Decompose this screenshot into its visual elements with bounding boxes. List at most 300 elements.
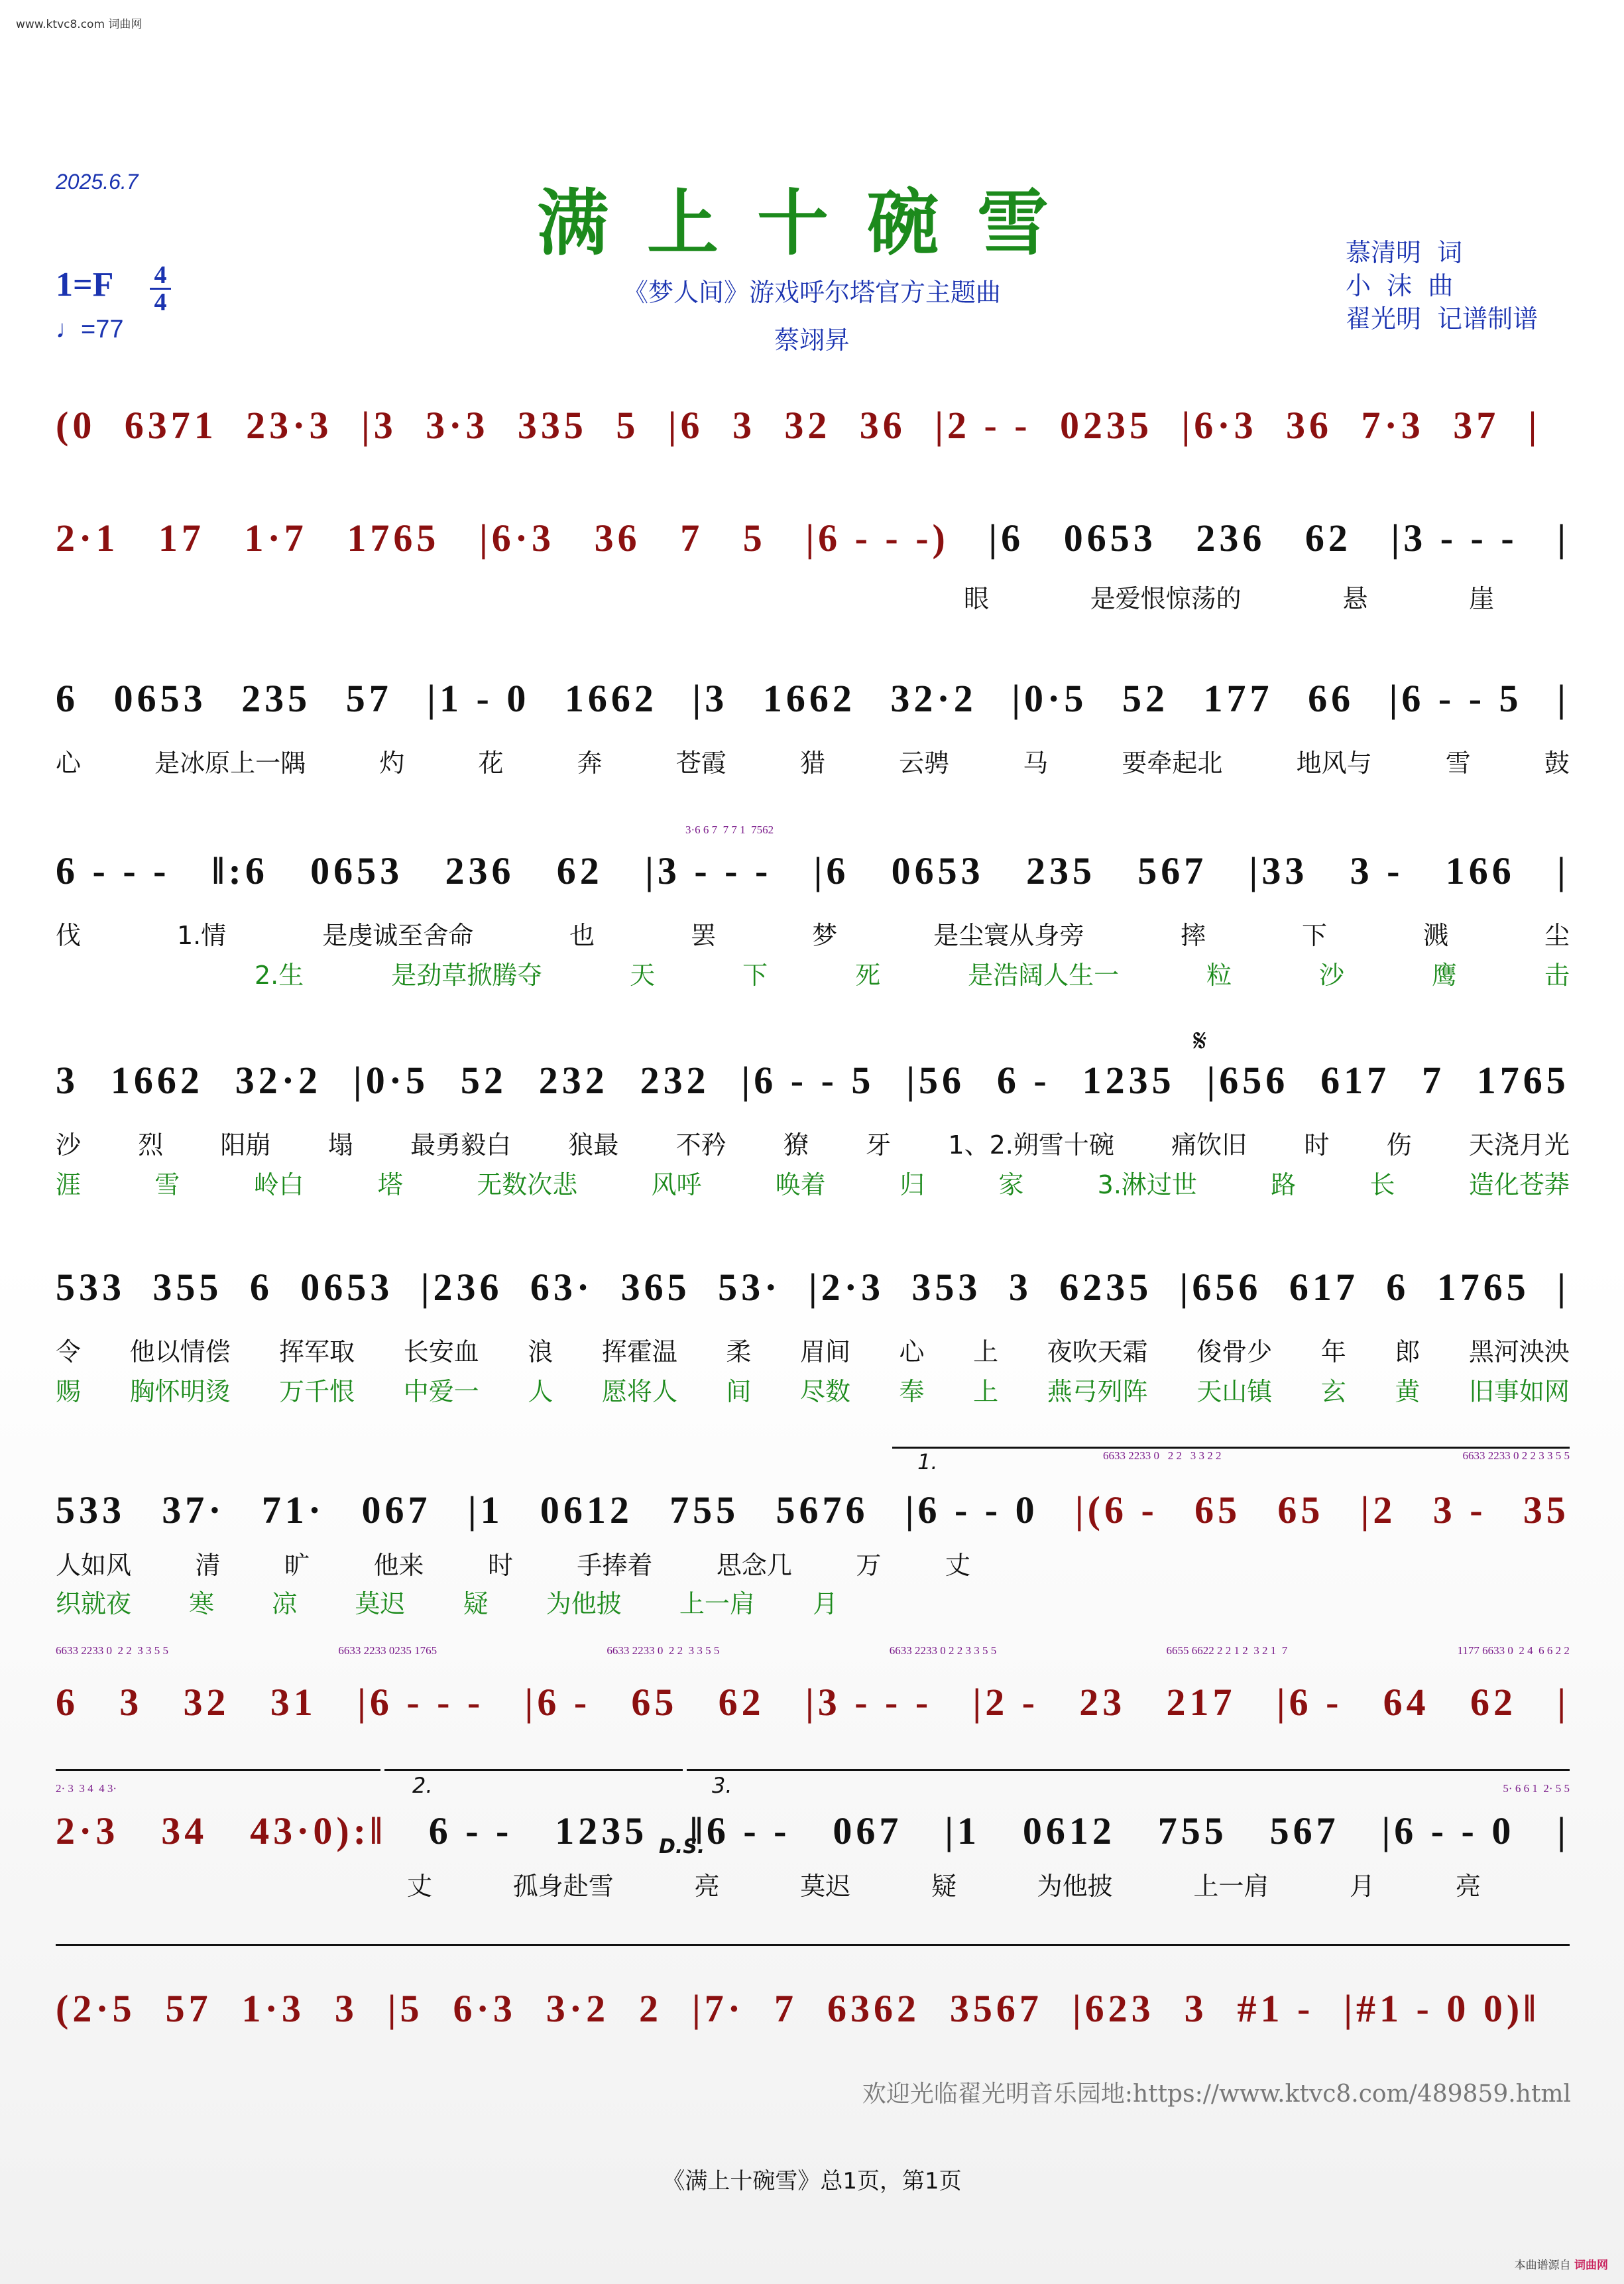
segno-icon: 𝄋 [1193,1022,1207,1059]
note-group: 1·3 [241,1986,305,2030]
lyric: 手捧着 [577,1551,653,1580]
note-group: 32·2 [890,676,977,720]
date: 2025.6.7 [56,170,139,194]
note-group: 6 - - [428,1809,513,1852]
lyric: 雪 [1445,749,1471,778]
note-group: 3567 [949,1986,1043,2030]
lyric: 苍霞 [675,749,726,778]
lyric: 胸怀明烫 [129,1377,231,1406]
lyric: 燕弓列阵 [1047,1377,1148,1406]
note-group: |656 [1206,1058,1289,1102]
lyric: 梦 [812,921,838,950]
note-group: 1765 [1476,1058,1570,1102]
lyric: 崖 [1468,584,1494,613]
lyrics-verse-2 [255,955,1570,991]
lyric: 塌 [327,1130,353,1160]
key-signature: 1=F [56,266,114,304]
note-group: 57 [345,676,392,720]
lyric: 上一肩 [1193,1872,1269,1901]
note-group: | [1557,1680,1570,1724]
lyric: 要牵起北 [1122,749,1223,778]
note-group: |5 [387,1986,424,2030]
lyric: 俊骨少 [1196,1337,1273,1366]
note-group: 533 [56,1488,125,1532]
note-group: 1235 [1082,1058,1175,1102]
lyrics-verse-1 [407,1866,1481,1902]
ornament-row [1103,1449,1570,1464]
note-group: |6·3 [479,516,555,560]
note-group: 3 [334,1986,358,2030]
volta-label: 1. [917,1449,938,1474]
note-group: |6·3 [1181,403,1257,447]
note-group: | [1557,849,1570,892]
note-group: 6235 [1059,1265,1153,1309]
note-group: |#1 - 0 0)‖ [1344,1986,1540,2030]
lyric: 令 [56,1337,82,1366]
note-group: 1662 [110,1058,203,1102]
credits: 慕清明 词 小 沫 曲 翟光明 记谱制谱 [1346,238,1538,333]
note-group: 1·7 [244,516,308,560]
lyric: 奉 [899,1377,925,1406]
source-stamp [1515,2255,1608,2272]
lyrics-verse-1 [964,578,1494,615]
ornament: 6633 2233 0235 1765 [338,1644,437,1657]
lyric: 织就夜 [56,1589,132,1618]
note-group: 6·3 [453,1986,516,2030]
lyric: 阳崩 [220,1130,271,1160]
lyric: 长 [1369,1170,1395,1199]
note-group: 62 [718,1680,765,1724]
lyrics-verse-2 [56,1164,1570,1201]
ornament: 6655 6622 2 2 1 2 3 2 1 7 [1166,1644,1288,1657]
lyric: 1.情 [176,921,227,950]
note-group: 567 [1137,849,1208,892]
note-group: 53· [718,1265,782,1309]
lyric: 尽数 [799,1377,850,1406]
section-divider [56,1944,1570,1946]
lyric: 上 [973,1337,999,1366]
note-group: 1765 [1436,1265,1530,1309]
lyric: 击 [1544,961,1570,990]
lyric: 上一肩 [679,1589,755,1618]
notes-row [56,1801,1570,1860]
lyric: 伤 [1386,1130,1412,1160]
lyric: 天山镇 [1196,1377,1273,1406]
lyric: 挥霍温 [601,1337,677,1366]
lyric: 丈 [945,1551,970,1580]
lyric: 花 [478,749,504,778]
subtitle: 《梦人间》游戏呼尔塔官方主题曲 [622,278,1001,307]
note-group: 533 [56,1265,125,1309]
note-group: 067 [833,1809,903,1852]
note-group: |0·5 [353,1058,430,1102]
page-title: 满上十碗雪 [536,182,1087,265]
singer: 蔡翊昇 [774,326,850,355]
lyric: 月 [812,1589,838,1618]
note-group: 66 [1308,676,1355,720]
note-group: 36 [594,516,641,560]
ornament: 3·6 6 7 7 7 1 7562 [685,823,774,836]
note-group: 7 [1421,1058,1445,1102]
note-group: 0653 [310,849,404,892]
lyric: 愿将人 [601,1377,677,1406]
note-group: 3 - [1432,1488,1487,1532]
note-group: ‖6 - - [690,1809,791,1852]
lyric: 路 [1271,1170,1297,1199]
note-group: ‖:6 [211,849,268,892]
lyric: 是尘寰从身旁 [933,921,1085,950]
note-group: 617 [1289,1265,1359,1309]
notes-row [56,1480,1570,1539]
lyric: 涯 [56,1170,82,1199]
lyrics-verse-2 [56,1371,1570,1408]
note-group: 6362 [827,1986,920,2030]
lyric: 寒 [189,1589,215,1618]
lyric: 鼓 [1544,749,1570,778]
note-group: 6 [56,1680,79,1724]
lyric: 家 [998,1170,1024,1199]
volta-label-2: 2. [412,1773,433,1798]
note-group: 5 [742,516,766,560]
lyric: 莫迟 [800,1872,851,1901]
note-group: |6 - - -) [805,516,949,560]
note-group: 5676 [776,1488,869,1532]
note-group: 177 [1203,676,1273,720]
lyric: 疑 [931,1872,957,1901]
note-group: | [1557,676,1570,720]
lyric: 郎 [1395,1337,1421,1366]
note-group: 166 [1445,849,1515,892]
lyric: 柔 [726,1337,752,1366]
note-group: |2·3 [808,1265,884,1309]
lyric: 下 [742,961,768,990]
note-group: | [1557,516,1570,560]
lyric: 沙 [56,1130,82,1160]
note-group: 2·3 [56,1809,119,1852]
note-group: 65 [631,1680,678,1724]
lyric: 他以情偿 [129,1337,231,1366]
lyric: 时 [487,1551,513,1580]
note-group: |7· [691,1986,745,2030]
lyric: 地风与 [1296,749,1372,778]
notes-row [56,1978,1570,2038]
lyric: 牙 [866,1130,892,1160]
notes-row [56,668,1570,728]
note-group: 236 [1196,516,1266,560]
ornament: 6633 2233 0 2 2 3 3 5 5 [889,1644,997,1657]
note-group: 617 [1320,1058,1391,1102]
lyric: 雪 [154,1170,180,1199]
note-group: 3 [56,1058,79,1102]
lyric: 天 [630,961,656,990]
lyric: 烈 [138,1130,164,1160]
lyric: 浪 [528,1337,553,1366]
page-indicator: 《满上十碗雪》总1页，第1页 [662,2168,962,2194]
ornament-row [56,1782,1570,1797]
lyric: 是爱恨惊荡的 [1090,584,1242,613]
lyric: 万 [856,1551,882,1580]
note-group: |236 [420,1265,503,1309]
lyric: 无数次悲 [477,1170,578,1199]
note-group: (0 [56,403,96,447]
ornament-row [56,1644,1570,1659]
note-group: 37 [1453,403,1500,447]
website-link[interactable]: 欢迎光临翟光明音乐园地:https://www.ktvc8.com/489859.html [862,2080,1571,2108]
lyrics-verse-1 [56,1545,970,1581]
note-group: 65 [1194,1488,1242,1532]
ornament: 6633 2233 0 2 2 3 3 2 2 [1103,1449,1222,1462]
time-signature-bottom: 4 [154,288,167,316]
lyric: 心 [899,1337,925,1366]
lyric: 丈 [407,1872,433,1901]
note-group: 0653 [891,849,984,892]
notes-row [56,841,1570,900]
note-group: 1765 [347,516,440,560]
note-group: |3 - - - [645,849,772,892]
note-group: 0653 [300,1265,394,1309]
note-group: 235 [1025,849,1096,892]
note-group: 1662 [564,676,658,720]
lyric: 旧事如网 [1468,1377,1570,1406]
lyric: 挥军取 [279,1337,355,1366]
note-group: 71· [261,1488,325,1532]
note-group: 37· [162,1488,225,1532]
note-group: 3 [732,403,756,447]
lyric: 也 [569,921,595,950]
lyric: 为他披 [546,1589,622,1618]
note-group: 3·3 [426,403,489,447]
note-group: 17 [158,516,205,560]
lyric: 莫迟 [355,1589,406,1618]
note-group: 1662 [762,676,856,720]
note-group: 232 [640,1058,710,1102]
lyric: 间 [726,1377,752,1406]
note-group: 0612 [1022,1809,1116,1852]
note-group: 32 [784,403,831,447]
note-group: 3 [1184,1986,1208,2030]
note-group: 62 [1470,1680,1517,1724]
stamp-brand: 词曲网 [1574,2259,1608,2272]
note-group: |6 [988,516,1025,560]
ornament: 5· 6 6 1 2· 5 5 [1503,1782,1570,1795]
ornament: 1177 6633 0 2 4 6 6 2 2 [1457,1644,1570,1657]
note-group: |6 - - 0 [1381,1809,1515,1852]
note-group: 62 [1305,516,1352,560]
note-group: 0653 [113,676,207,720]
lyric: 死 [855,961,881,990]
lyric: 万千恨 [279,1377,355,1406]
note-group: |6 - - 0 [905,1488,1039,1532]
note-group: |6 - [1276,1680,1343,1724]
tempo: ♩=77 [56,316,124,343]
note-group: 6371 [124,403,217,447]
dal-segno-mark: D.S. [659,1835,705,1858]
note-group: 236 [445,849,515,892]
lyric: 粒 [1206,961,1232,990]
note-group: 3·2 [546,1986,610,2030]
lyric: 天浇月光 [1468,1130,1570,1160]
note-group: 353 [911,1265,982,1309]
note-group: |6 [813,849,850,892]
note-group: |3 [361,403,397,447]
lyric: 旷 [284,1551,310,1580]
ornament-row [685,823,951,838]
lyrics-verse-1 [56,1124,1570,1161]
note-group: 36 [859,403,906,447]
volta-bracket-2 [384,1769,683,1771]
lyric: 3.淋过世 [1097,1170,1197,1199]
lyric: 黄 [1395,1377,1421,1406]
note-group: 0653 [1063,516,1157,560]
note-group: 232 [538,1058,609,1102]
lyric: 黑河泱泱 [1468,1337,1570,1366]
note-group: 36 [1286,403,1333,447]
lyrics-verse-1 [56,1331,1570,1368]
note-group: (2·5 [56,1986,136,2030]
note-group: 64 [1383,1680,1430,1724]
note-group: 0235 [1060,403,1153,447]
time-signature-top: 4 [154,261,167,289]
lyric: 凉 [272,1589,298,1618]
note-group: | [1557,1265,1570,1309]
lyric: 心 [56,749,82,778]
note-group: 0612 [540,1488,633,1532]
note-group: 52 [460,1058,507,1102]
note-group: 3 [119,1680,143,1724]
lyric: 人 [528,1377,553,1406]
lyric: 下 [1302,921,1328,950]
lyric: 年 [1320,1337,1346,1366]
note-group: |6 - - 5 [1389,676,1523,720]
note-group: |3 - - - [1391,516,1518,560]
note-group: |6 - - 5 [741,1058,875,1102]
note-group: 6 [56,676,79,720]
lyric: 猎 [799,749,825,778]
note-group: |0·5 [1012,676,1088,720]
notes-row [56,508,1570,568]
note-group: 2 [639,1986,663,2030]
lyric: 是冰原上一隅 [154,749,306,778]
lyric: 中爱一 [403,1377,479,1406]
lyric: 清 [195,1551,221,1580]
note-group: 5 [616,403,640,447]
note-group: 3 - [1350,849,1404,892]
volta-label-3: 3. [712,1773,732,1798]
lyric: 岭白 [253,1170,304,1199]
volta-bracket-3 [687,1769,1570,1771]
lyric: 溅 [1422,921,1448,950]
note-group: |1 - 0 [427,676,530,720]
note-group: 217 [1166,1680,1236,1724]
lyric: 塔 [377,1170,403,1199]
note-group: 31 [270,1680,317,1724]
site-tag: www.ktvc8.com 词曲网 [16,18,143,31]
lyric: 是劲草掀腾夺 [391,961,543,990]
lyrics-verse-2 [56,1583,838,1620]
lyric: 马 [1023,749,1049,778]
notes-row [56,1257,1570,1317]
lyric: 夜吹天霜 [1047,1337,1148,1366]
note-group: 7 [774,1986,798,2030]
note-group: | [1557,1809,1570,1852]
lyric: 最勇毅白 [410,1130,512,1160]
lyric: 思念几 [716,1551,792,1580]
lyric: 亮 [694,1872,720,1901]
lyric: 亮 [1455,1872,1481,1901]
ornament: 6633 2233 0 2 2 3 3 5 5 [1462,1449,1570,1462]
lyric: 月 [1350,1872,1375,1901]
lyric: 摔 [1181,921,1206,950]
note-group: | [1528,403,1541,447]
lyrics-verse-1 [56,915,1570,951]
notes-row [56,395,1570,455]
note-group: 355 [152,1265,223,1309]
lyric: 眉间 [799,1337,850,1366]
note-group: 1235 [555,1809,648,1852]
lyric: 尘 [1544,921,1570,950]
ornament: 6633 2233 0 2 2 3 3 5 5 [56,1644,168,1657]
note-group: 23 [1079,1680,1126,1724]
note-group: |2 [1360,1488,1397,1532]
lyric: 是浩阔人生一 [968,961,1120,990]
stamp-text: 本曲谱源自 [1514,2259,1571,2272]
note-group: 7·3 [1361,403,1424,447]
ornament: 2· 3 3 4 4 3· [56,1782,117,1795]
note-group: 62 [556,849,603,892]
note-group: |(6 - [1074,1488,1158,1532]
note-group: |1 [467,1488,504,1532]
note-group: |6 - [524,1680,591,1724]
lyric: 痛饮旧 [1171,1130,1247,1160]
note-group: 63· [530,1265,594,1309]
note-group: |56 [906,1058,966,1102]
lyric: 2.生 [255,961,304,990]
lyric: 归 [899,1170,925,1199]
note-group: 57 [165,1986,212,2030]
lyric: 鹰 [1432,961,1458,990]
note-group: 3 [1008,1265,1032,1309]
note-group: |3 - - - [805,1680,933,1724]
lyric: 时 [1304,1130,1330,1160]
lyric: 赐 [56,1377,82,1406]
note-group: 43·0):‖ [250,1809,386,1852]
lyric: 造化苍莽 [1468,1170,1570,1199]
lyric: 玄 [1320,1377,1346,1406]
lyric: 孤身赴雪 [512,1872,614,1901]
note-group: 235 [241,676,312,720]
note-group: 755 [669,1488,740,1532]
note-group: #1 - [1237,1986,1314,2030]
note-group: 65 [1277,1488,1324,1532]
note-group: 6 - - - [56,849,170,892]
lyric: 为他披 [1037,1872,1113,1901]
lyric: 眼 [964,584,990,613]
lyric: 不矜 [675,1130,726,1160]
lyric: 他来 [373,1551,424,1580]
note-group: |33 [1249,849,1308,892]
note-group: |2 - - [935,403,1031,447]
lyric: 獠 [783,1130,809,1160]
note-group: 365 [620,1265,691,1309]
note-group: 6 - [996,1058,1051,1102]
note-group: 35 [1523,1488,1570,1532]
note-group: |6 [667,403,704,447]
lyric: 狼最 [568,1130,619,1160]
note-group: 335 [517,403,587,447]
lyric: 灼 [379,749,405,778]
note-group: 6 [1386,1265,1410,1309]
notes-row [56,1050,1570,1110]
